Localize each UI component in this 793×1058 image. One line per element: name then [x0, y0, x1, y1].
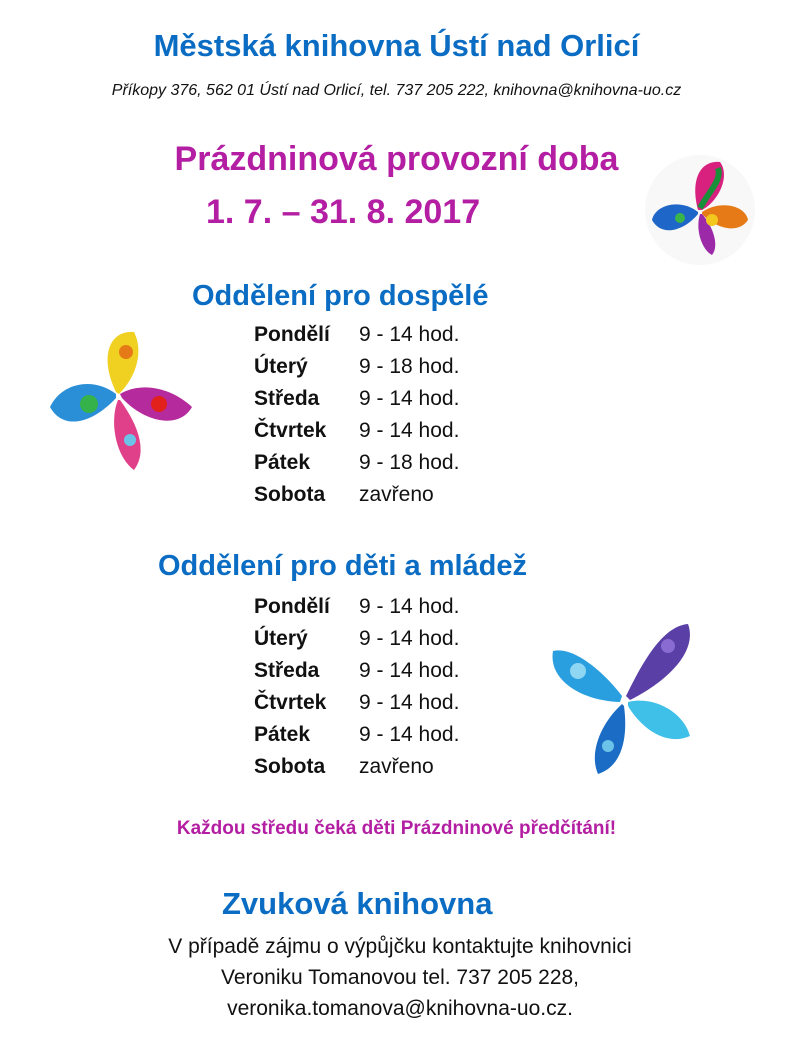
hours-value: 9 - 18 hod. — [359, 451, 460, 474]
reading-notice: Každou středu čeká děti Prázdninové předčítání! — [176, 818, 617, 839]
table-row — [254, 319, 459, 351]
day-label: Čtvrtek — [254, 419, 327, 442]
butterfly-icon — [44, 322, 194, 472]
children-department-title: Oddělení pro děti a mládež — [158, 550, 528, 582]
hours-value: zavřeno — [359, 483, 434, 506]
table-row — [254, 383, 459, 415]
contact-line: V případě zájmu o výpůjčku kontaktujte knihovnici — [168, 935, 632, 958]
butterfly-icon — [548, 616, 698, 776]
hours-value: 9 - 14 hod. — [359, 691, 460, 714]
library-title: Městská knihovna Ústí nad Orlicí — [153, 28, 640, 63]
table-row — [254, 351, 459, 383]
hours-value: zavřeno — [359, 755, 434, 778]
table-row — [254, 719, 459, 751]
adults-department-title: Oddělení pro dospělé — [192, 280, 489, 312]
audio-library-title: Zvuková knihovna — [222, 886, 493, 921]
table-row — [254, 447, 459, 479]
day-label: Pondělí — [254, 323, 330, 346]
day-label: Úterý — [254, 627, 308, 650]
table-row — [254, 655, 459, 687]
table-row — [254, 751, 459, 783]
table-row — [254, 415, 459, 447]
library-address: Příkopy 376, 562 01 Ústí nad Orlicí, tel. 737 205 222, knihovna@knihovna-uo.cz — [111, 82, 682, 99]
hours-value: 9 - 14 hod. — [359, 419, 460, 442]
contact-line: Veroniku Tomanovou tel. 737 205 228, — [220, 966, 580, 989]
holiday-dates: 1. 7. – 31. 8. 2017 — [206, 193, 481, 231]
adults-hours-table — [254, 319, 459, 511]
hours-value: 9 - 14 hod. — [359, 323, 460, 346]
hours-value: 9 - 14 hod. — [359, 595, 460, 618]
table-row — [254, 623, 459, 655]
day-label: Pátek — [254, 723, 311, 746]
hours-value: 9 - 14 hod. — [359, 627, 460, 650]
table-row — [254, 687, 459, 719]
hours-value: 9 - 18 hod. — [359, 355, 460, 378]
table-row — [254, 479, 459, 511]
day-label: Čtvrtek — [254, 691, 327, 714]
hours-value: 9 - 14 hod. — [359, 723, 460, 746]
day-label: Sobota — [254, 483, 326, 506]
day-label: Pátek — [254, 451, 311, 474]
table-row — [254, 591, 459, 623]
holiday-hours-title: Prázdninová provozní doba — [174, 140, 619, 178]
day-label: Středa — [254, 387, 320, 410]
day-label: Středa — [254, 659, 320, 682]
audio-library-contact — [100, 931, 700, 1024]
hours-value: 9 - 14 hod. — [359, 387, 460, 410]
day-label: Pondělí — [254, 595, 330, 618]
children-hours-table — [254, 591, 459, 783]
hours-value: 9 - 14 hod. — [359, 659, 460, 682]
day-label: Sobota — [254, 755, 326, 778]
day-label: Úterý — [254, 355, 308, 378]
contact-line: veronika.tomanova@knihovna-uo.cz. — [227, 997, 573, 1020]
butterfly-icon — [640, 150, 760, 270]
